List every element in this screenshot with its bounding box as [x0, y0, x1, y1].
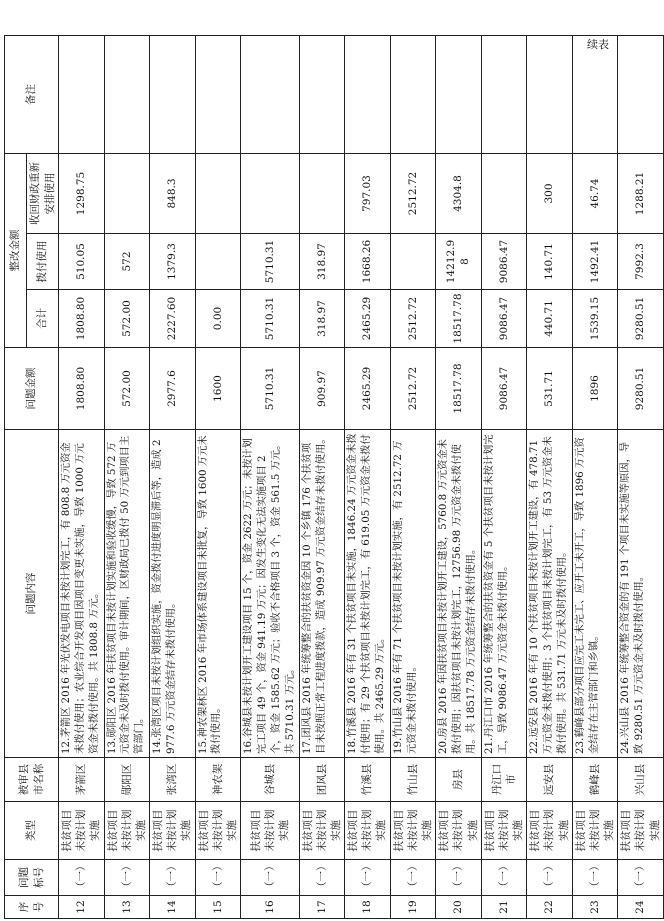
row-region: 谷城县: [241, 758, 300, 802]
row-region: 兴山县: [618, 758, 664, 802]
table-row: [618, 35, 664, 918]
row-total: 440.71: [527, 290, 573, 348]
row-remarks: [527, 35, 573, 153]
row-issue-no: （一）: [572, 860, 618, 896]
row-issue-no: （一）: [527, 860, 573, 896]
row-seq: 24: [618, 896, 664, 919]
header-total: 合计: [27, 290, 59, 348]
row-issue-no: （一）: [345, 860, 391, 896]
header-seq: 序号: [5, 896, 59, 919]
row-disbursed: 7992.3: [618, 234, 664, 290]
row-total: 1539.15: [572, 290, 618, 348]
row-seq: 19: [390, 896, 436, 919]
row-amount: 9280.51: [618, 348, 664, 430]
table-row: [195, 35, 241, 918]
row-remarks: [195, 35, 241, 153]
row-disbursed: 1379.3: [150, 234, 196, 290]
row-category: 扶贫项目未按计划实施: [618, 802, 664, 860]
row-category: 扶贫项目未按计划实施: [345, 802, 391, 860]
row-reclaimed: 1298.75: [59, 153, 105, 233]
row-amount: 18517.78: [436, 348, 482, 430]
header-content: 问题内容: [5, 430, 59, 758]
row-seq: 16: [241, 896, 300, 919]
row-remarks: [390, 35, 436, 153]
table-row: [104, 35, 150, 918]
row-region: 房县: [436, 758, 482, 802]
row-issue-no: （一）: [59, 860, 105, 896]
row-reclaimed: 2512.72: [390, 153, 436, 233]
row-issue-no: （一）: [618, 860, 664, 896]
table-row: [527, 35, 573, 918]
row-content: 12.茅箭区 2016 年光伏发电项目未按计划完工，有 808.8 万元资金未拨付使用；农业综合开发项目因项目变更未实施，导致 1000 万元资金未拨付使用。共 1808.8 万元。: [59, 430, 105, 758]
row-category: 扶贫项目未按计划实施: [527, 802, 573, 860]
row-issue-no: （一）: [150, 860, 196, 896]
table-row: [59, 35, 105, 918]
row-reclaimed: 1288.21: [618, 153, 664, 233]
row-content: 16.谷城县未按计划开工建设项目 15 个，资金 2622 万元；未按计划完工项目 49 个，资金 941.19 万元；因发生变化无法实施项目 2 个，资金 1585.62 万元；验收不合格项目 3 个，资金 561.5 万元。共 5710.31 万元。: [241, 430, 300, 758]
row-reclaimed: 797.03: [345, 153, 391, 233]
row-remarks: [345, 35, 391, 153]
row-category: 扶贫项目未按计划实施: [299, 802, 345, 860]
row-disbursed: [195, 234, 241, 290]
row-reclaimed: [241, 153, 300, 233]
row-disbursed: 5710.31: [241, 234, 300, 290]
row-amount: 531.71: [527, 348, 573, 430]
row-remarks: [299, 35, 345, 153]
row-disbursed: 140.71: [527, 234, 573, 290]
row-region: 竹溪县: [345, 758, 391, 802]
header-reclaimed: 收回财政重新安排使用: [27, 153, 59, 233]
table-row: [241, 35, 300, 918]
row-category: 扶贫项目未按计划实施: [104, 802, 150, 860]
row-category: 扶贫项目未按计划实施: [195, 802, 241, 860]
row-total: 318.97: [299, 290, 345, 348]
row-total: 1808.80: [59, 290, 105, 348]
row-region: 郧阳区: [104, 758, 150, 802]
header-amount: 问题金额: [5, 348, 59, 430]
row-reclaimed: [104, 153, 150, 233]
row-seq: 22: [527, 896, 573, 919]
row-reclaimed: 46.74: [572, 153, 618, 233]
row-remarks: [436, 35, 482, 153]
row-content: 23.鹤峰县部分项目应完工未完工、应开工未开工，导致 1896 万元资金结存在主管部门和乡镇。: [572, 430, 618, 758]
row-amount: 2977.6: [150, 348, 196, 430]
row-seq: 23: [572, 896, 618, 919]
row-disbursed: 318.97: [299, 234, 345, 290]
row-content: 15.神农架林区 2016 年市场体系建设项目未批复，导致 1600 万元未拨付使用。: [195, 430, 241, 758]
row-seq: 12: [59, 896, 105, 919]
row-disbursed: 1492.41: [572, 234, 618, 290]
header-rectify: 整改金额: [5, 153, 27, 347]
row-remarks: [572, 35, 618, 153]
row-remarks: [104, 35, 150, 153]
table-row: [150, 35, 196, 918]
row-amount: 1808.80: [59, 348, 105, 430]
header-remarks: 备注: [5, 35, 59, 153]
row-content: 13.郧阳区 2016 年扶贫项目未按计划实施和验收缓慢，导致 572 万元资金未及时拨付使用。审计期间，区财政局已拨付 50 万元到项目主管部门。: [104, 430, 150, 758]
row-total: 5710.31: [241, 290, 300, 348]
row-region: 丹江口市: [481, 758, 527, 802]
row-disbursed: 572: [104, 234, 150, 290]
row-seq: 17: [299, 896, 345, 919]
row-amount: 572.00: [104, 348, 150, 430]
row-remarks: [481, 35, 527, 153]
row-region: 茅箭区: [59, 758, 105, 802]
row-reclaimed: [195, 153, 241, 233]
table-row: [345, 35, 391, 918]
row-amount: 909.97: [299, 348, 345, 430]
row-category: 扶贫项目未按计划实施: [241, 802, 300, 860]
row-seq: 18: [345, 896, 391, 919]
continued-label: 续表: [587, 38, 609, 51]
row-content: 24.兴山县 2016 年统筹整合资金的有 191 个项目未实施等原因，导致 9280.51 万元资金未及时拨付使用。: [618, 430, 664, 758]
row-seq: 21: [481, 896, 527, 919]
row-category: 扶贫项目未按计划实施: [481, 802, 527, 860]
row-region: 神农架: [195, 758, 241, 802]
row-amount: 5710.31: [241, 348, 300, 430]
row-region: 鹤峰县: [572, 758, 618, 802]
row-region: 团风县: [299, 758, 345, 802]
row-total: 18517.78: [436, 290, 482, 348]
row-content: 14.张湾区项目未按计划组织实施，资金拨付进度明显滞后等，造成 2977.6 万元资金结存未拨付使用。: [150, 430, 196, 758]
row-category: 扶贫项目未按计划实施: [59, 802, 105, 860]
table-row: [481, 35, 527, 918]
row-total: 2227.60: [150, 290, 196, 348]
row-disbursed: 9086.47: [481, 234, 527, 290]
row-total: 0.00: [195, 290, 241, 348]
row-content: 22.远安县 2016 年有 10 个扶贫项目未按计划开工建设，有 478.71 万元资金未拨付使用；3 个扶贫项目未按计划完工，有 53 万元资金未拨付使用。共 531.71 万元未及时拨付使用。: [527, 430, 573, 758]
row-disbursed: 1668.26: [345, 234, 391, 290]
row-reclaimed: 848.3: [150, 153, 196, 233]
row-content: 19.竹山县 2016 年有 71 个扶贫项目未按计划实施，有 2512.72 万元资金未拨付使用。: [390, 430, 436, 758]
row-remarks: [150, 35, 196, 153]
header-category: 类型: [5, 802, 59, 860]
row-disbursed: [390, 234, 436, 290]
row-issue-no: （一）: [241, 860, 300, 896]
row-amount: 9086.47: [481, 348, 527, 430]
row-remarks: [241, 35, 300, 153]
row-category: 扶贫项目未按计划实施: [572, 802, 618, 860]
row-issue-no: （一）: [104, 860, 150, 896]
header-disbursed: 拨付使用: [27, 234, 59, 290]
row-total: 9086.47: [481, 290, 527, 348]
row-seq: 15: [195, 896, 241, 919]
row-amount: 2512.72: [390, 348, 436, 430]
row-category: 扶贫项目未按计划实施: [390, 802, 436, 860]
row-reclaimed: 4304.8: [436, 153, 482, 233]
row-remarks: [59, 35, 105, 153]
row-issue-no: （一）: [299, 860, 345, 896]
row-issue-no: （一）: [390, 860, 436, 896]
header-issue-no: 问题标号: [5, 860, 59, 896]
row-category: 扶贫项目未按计划实施: [150, 802, 196, 860]
row-amount: 1600: [195, 348, 241, 430]
row-seq: 20: [436, 896, 482, 919]
row-issue-no: （一）: [481, 860, 527, 896]
row-category: 扶贫项目未按计划实施: [436, 802, 482, 860]
header-region: 被审县市名称: [5, 758, 59, 802]
table-row: [390, 35, 436, 918]
row-region: 竹山县: [390, 758, 436, 802]
row-disbursed: 510.05: [59, 234, 105, 290]
row-amount: 2465.29: [345, 348, 391, 430]
row-reclaimed: [299, 153, 345, 233]
table-row: [299, 35, 345, 918]
row-region: 远安县: [527, 758, 573, 802]
row-seq: 14: [150, 896, 196, 919]
row-region: 张湾区: [150, 758, 196, 802]
row-content: 20.房县 2016 年因扶贫项目未按计划开工建设，5760.8 万元资金未拨付使用；因扶贫项目未按计划完工，12756.98 万元资金未拨付使用。共 18517.78 万元资金结存未拨付使用。: [436, 430, 482, 758]
table-row: [436, 35, 482, 918]
row-total: 9280.51: [618, 290, 664, 348]
rotated-page: [0, 28, 661, 921]
row-content: 18.竹溪县 2016 年有 31 个扶贫项目未实施，1846.24 万元资金未拨付使用；有 29 个扶贫项目未按计划完工，有 619.05 万元资金未拨付使用。共 2465.29 万元。: [345, 430, 391, 758]
row-total: 2465.29: [345, 290, 391, 348]
row-disbursed: 14212.98: [436, 234, 482, 290]
row-remarks: [618, 35, 664, 153]
row-reclaimed: 300: [527, 153, 573, 233]
row-total: 572.00: [104, 290, 150, 348]
table-row: [572, 35, 618, 918]
audit-table: [4, 35, 664, 919]
row-reclaimed: [481, 153, 527, 233]
row-seq: 13: [104, 896, 150, 919]
row-content: 21.丹江口市 2016 年统筹整合的扶贫资金有 5 个扶贫项目未按计划完工，导致 9086.47 万元资金未拨付使用。: [481, 430, 527, 758]
row-issue-no: （一）: [436, 860, 482, 896]
row-issue-no: （一）: [195, 860, 241, 896]
row-total: 2512.72: [390, 290, 436, 348]
row-amount: 1896: [572, 348, 618, 430]
row-content: 17.团风县 2016 年统筹整合的扶贫资金因 10 个乡镇 176 个扶贫项目未按照正常工程进度拨款，造成 909.97 万元资金结存未拨付使用。: [299, 430, 345, 758]
